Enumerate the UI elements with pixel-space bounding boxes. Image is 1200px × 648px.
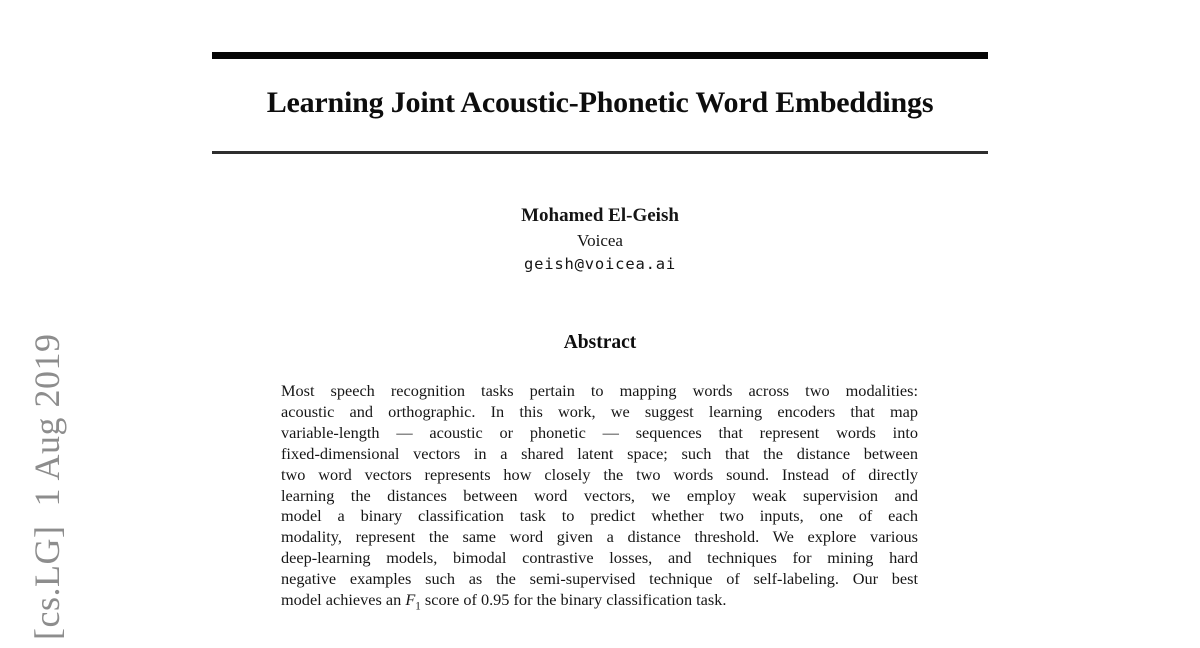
f1-math-symbol: F <box>405 590 416 610</box>
abstract-heading: Abstract <box>563 332 637 353</box>
abstract-line <box>281 590 918 617</box>
abstract-line: Most speech recognition tasks pertain to mapping words across two modalities: <box>281 381 918 400</box>
abstract-line: fixed-dimensional vectors in a shared latent space; such that the distance between <box>281 443 918 463</box>
f1-subscript: 1 <box>415 600 421 613</box>
abstract-line: two word vectors represents how closely the two words sound. Instead of directly <box>281 464 918 484</box>
abstract-line: learning the distances between word vectors, we employ weak supervision and <box>281 485 918 505</box>
arxiv-watermark: [cs.LG] 1 Aug 2019 <box>27 333 67 640</box>
author-affiliation: Voicea <box>577 231 623 250</box>
author-name: Mohamed El-Geish <box>521 205 679 226</box>
abstract-body <box>281 381 918 617</box>
abstract-line: modality, represent the same word given a distance threshold. We explore various <box>281 527 918 547</box>
paper-title: Learning Joint Acoustic-Phonetic Word Embeddings <box>266 86 934 119</box>
abstract-line: negative examples such as the semi-supervised technique of self-labeling. Our best <box>281 569 918 589</box>
abstract-last-line-post: score of 0.95 for the binary classification task. <box>420 590 727 610</box>
title-rule-bottom <box>212 151 988 154</box>
abstract-last-line-pre: model achieves an <box>281 590 406 610</box>
abstract-line: acoustic and orthographic. In this work, we suggest learning encoders that map <box>281 401 918 421</box>
author-block <box>212 205 988 273</box>
title-rule-top <box>212 52 988 59</box>
abstract-line: deep-learning models, bimodal contrastive losses, and techniques for mining hard <box>281 548 918 568</box>
author-email: geish@voicea.ai <box>524 255 676 273</box>
abstract-line: variable-length — acoustic or phonetic — sequences that represent words into <box>281 422 918 442</box>
abstract-line: model a binary classification task to predict whether two inputs, one of each <box>281 506 918 526</box>
